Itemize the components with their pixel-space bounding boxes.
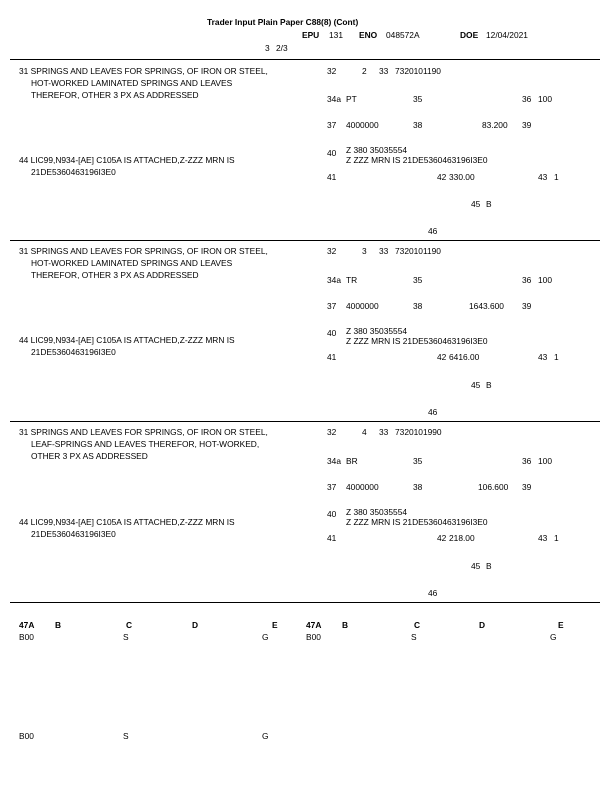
procedure-code: 4000000 (346, 301, 379, 311)
commodity-code: 7320101190 (395, 66, 441, 76)
eno-label: ENO (359, 30, 378, 40)
box-36-label: 36 (522, 456, 532, 466)
tax-base-code: S (123, 731, 129, 741)
divider (10, 240, 600, 241)
box-35-label: 35 (413, 94, 423, 104)
commodity-code: 7320101190 (395, 246, 441, 256)
procedure-code: 4000000 (346, 482, 379, 492)
box-44-additional-info: 44 LIC99,N934-[AE] C105A IS ATTACHED,Z-ZZZ MRN IS 21DE5360463196I3E0 (19, 155, 235, 177)
tax-base-code: S (411, 632, 417, 642)
preference-value: 100 (538, 275, 552, 285)
method-of-payment: G (262, 632, 269, 642)
tax-base-code: S (123, 632, 129, 642)
box-3-label: 3 (265, 43, 270, 53)
method-of-payment: G (550, 632, 557, 642)
box-40-label: 40 (327, 328, 337, 338)
box-42-label: 42 (437, 172, 447, 182)
item-number: 2 (362, 66, 367, 76)
adjustment-value: B (486, 199, 492, 209)
box-46-label: 46 (428, 588, 438, 598)
column-b-header: B (342, 620, 349, 630)
origin-country: PT (346, 94, 357, 104)
box-34a-label: 34a (327, 456, 341, 466)
preference-value: 100 (538, 456, 552, 466)
box-34a-label: 34a (327, 94, 341, 104)
previous-document-mrn: Z ZZZ MRN IS 21DE5360463196I3E0 (346, 336, 488, 346)
box-42-label: 42 (437, 533, 447, 543)
box-38-label: 38 (413, 301, 423, 311)
box-33-label: 33 (379, 246, 389, 256)
goods-description: 31 SPRINGS AND LEAVES FOR SPRINGS, OF IRON OR STEEL, LEAF-SPRINGS AND LEAVES THEREFOR, HOT-WORKED, OTHER 3 PX AS ADDRESSED (19, 427, 268, 461)
box-37-label: 37 (327, 120, 337, 130)
box-32-label: 32 (327, 427, 337, 437)
origin-country: BR (346, 456, 358, 466)
box-41-label: 41 (327, 533, 337, 543)
previous-document: Z 380 35035554 (346, 145, 408, 155)
goods-description: 31 SPRINGS AND LEAVES FOR SPRINGS, OF IRON OR STEEL, HOT-WORKED LAMINATED SPRINGS AND LEAVES THEREFOR, OTHER 3 PX AS ADDRESSED (19, 66, 268, 100)
box-44-additional-info: 44 LIC99,N934-[AE] C105A IS ATTACHED,Z-ZZZ MRN IS 21DE5360463196I3E0 (19, 517, 235, 539)
box-32-label: 32 (327, 66, 337, 76)
box-46-label: 46 (428, 226, 438, 236)
item-number: 3 (362, 246, 367, 256)
tax-type-code: B00 (19, 731, 34, 741)
item-price: 330.00 (449, 172, 475, 182)
box-45-label: 45 (471, 380, 481, 390)
tax-type-code: B00 (19, 632, 34, 642)
box-43-label: 43 (538, 172, 548, 182)
box-37-label: 37 (327, 482, 337, 492)
box-38-label: 38 (413, 482, 423, 492)
tax-type-code: B00 (306, 632, 321, 642)
previous-document: Z 380 35035554 (346, 507, 408, 517)
box-39-label: 39 (522, 301, 532, 311)
valuation-method: 1 (554, 352, 559, 362)
box-36-label: 36 (522, 94, 532, 104)
box-41-label: 41 (327, 172, 337, 182)
valuation-method: 1 (554, 172, 559, 182)
box-44-additional-info: 44 LIC99,N934-[AE] C105A IS ATTACHED,Z-ZZZ MRN IS 21DE5360463196I3E0 (19, 335, 235, 357)
doe-label: DOE (460, 30, 479, 40)
box-32-label: 32 (327, 246, 337, 256)
box-36-label: 36 (522, 275, 532, 285)
column-e-header: E (558, 620, 564, 630)
adjustment-value: B (486, 561, 492, 571)
box-34a-label: 34a (327, 275, 341, 285)
previous-document-mrn: Z ZZZ MRN IS 21DE5360463196I3E0 (346, 517, 488, 527)
previous-document: Z 380 35035554 (346, 326, 408, 336)
origin-country: TR (346, 275, 358, 285)
form-title: Trader Input Plain Paper C88(8) (Cont) (207, 17, 359, 27)
box-37-label: 37 (327, 301, 337, 311)
column-d-header: D (479, 620, 486, 630)
box-40-label: 40 (327, 509, 337, 519)
box-33-label: 33 (379, 427, 389, 437)
divider (10, 59, 600, 60)
valuation-method: 1 (554, 533, 559, 543)
box-43-label: 43 (538, 352, 548, 362)
page-reference: 2/3 (276, 43, 288, 53)
item-number: 4 (362, 427, 367, 437)
box-33-label: 33 (379, 66, 389, 76)
commodity-code: 7320101990 (395, 427, 442, 437)
divider (10, 602, 600, 603)
column-e-header: E (272, 620, 278, 630)
divider (10, 421, 600, 422)
box-42-label: 42 (437, 352, 447, 362)
net-mass: 106.600 (478, 482, 509, 492)
column-c-header: C (414, 620, 421, 630)
preference-value: 100 (538, 94, 552, 104)
box-47a-label: 47A (19, 620, 35, 630)
epu-label: EPU (302, 30, 320, 40)
item-price: 6416.00 (449, 352, 480, 362)
column-c-header: C (126, 620, 133, 630)
box-40-label: 40 (327, 148, 337, 158)
box-35-label: 35 (413, 275, 423, 285)
doe-value: 12/04/2021 (486, 30, 528, 40)
item-price: 218.00 (449, 533, 475, 543)
box-45-label: 45 (471, 199, 481, 209)
adjustment-value: B (486, 380, 492, 390)
previous-document-mrn: Z ZZZ MRN IS 21DE5360463196I3E0 (346, 155, 488, 165)
eno-value: 048572A (386, 30, 420, 40)
net-mass: 83.200 (482, 120, 508, 130)
box-39-label: 39 (522, 482, 532, 492)
box-39-label: 39 (522, 120, 532, 130)
column-b-header: B (55, 620, 62, 630)
goods-description: 31 SPRINGS AND LEAVES FOR SPRINGS, OF IRON OR STEEL, HOT-WORKED LAMINATED SPRINGS AND LEAVES THEREFOR, OTHER 3 PX AS ADDRESSED (19, 246, 268, 280)
box-43-label: 43 (538, 533, 548, 543)
box-38-label: 38 (413, 120, 423, 130)
column-d-header: D (192, 620, 199, 630)
box-46-label: 46 (428, 407, 438, 417)
net-mass: 1643.600 (469, 301, 504, 311)
epu-value: 131 (329, 30, 343, 40)
box-35-label: 35 (413, 456, 423, 466)
method-of-payment: G (262, 731, 269, 741)
procedure-code: 4000000 (346, 120, 379, 130)
box-45-label: 45 (471, 561, 481, 571)
box-47a-label: 47A (306, 620, 322, 630)
box-41-label: 41 (327, 352, 337, 362)
